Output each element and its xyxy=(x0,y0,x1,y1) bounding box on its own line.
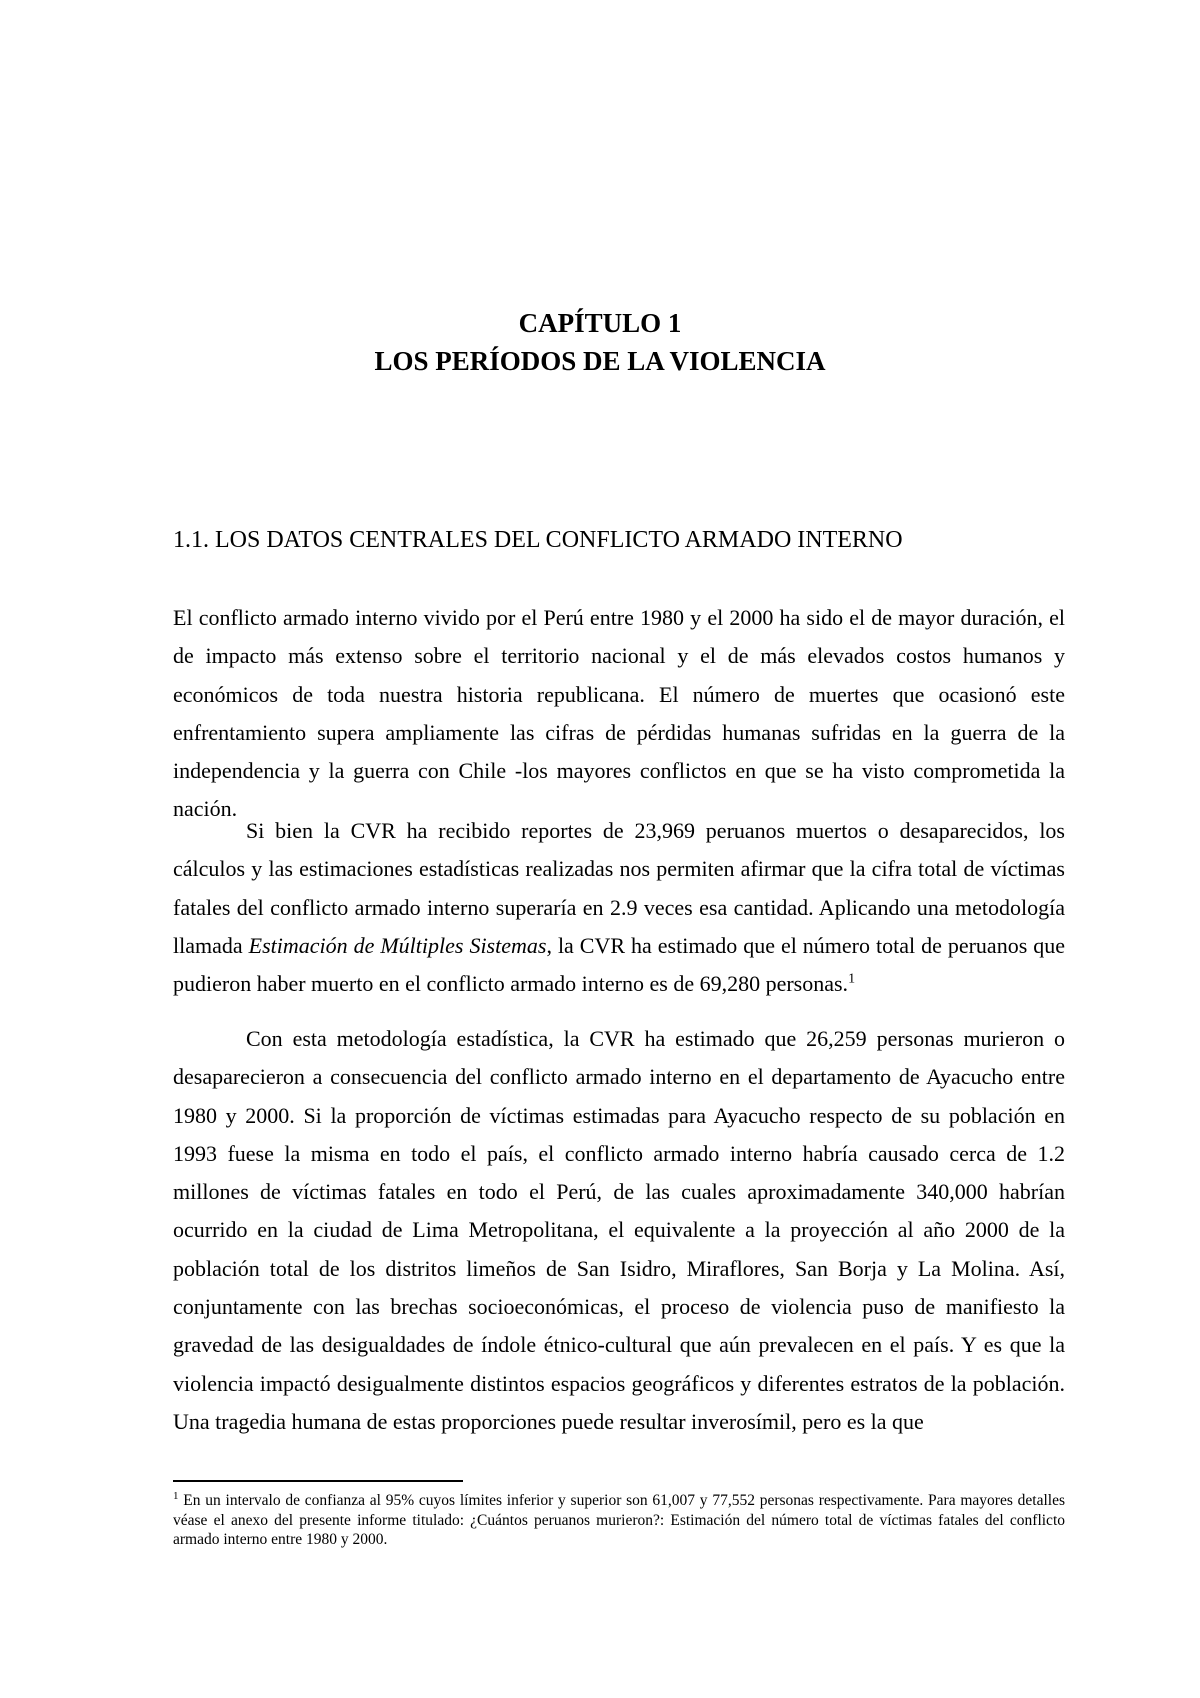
paragraph-2 xyxy=(173,812,1065,1003)
chapter-label: CAPÍTULO 1 xyxy=(518,308,682,338)
paragraph-2-text-start: Si bien la CVR ha recibido reportes de 23,969 peruanos muertos o desaparecidos, los cálculos y las estimaciones estadísticas realizadas nos permiten afirmar que la cifra total de víctimas fatales del conflicto armado interno superaría en 2.9 veces esa cantidad. Aplicando una metodología llamada xyxy=(173,818,1065,958)
paragraph-2-emphasis: Estimación de Múltiples Sistemas xyxy=(248,932,547,958)
section-heading: 1.1. LOS DATOS CENTRALES DEL CONFLICTO ARMADO INTERNO xyxy=(173,527,903,553)
footnote-separator xyxy=(173,1480,463,1482)
footnote xyxy=(173,1491,1065,1550)
paragraph-3: Con esta metodología estadística, la CVR ha estimado que 26,259 personas murieron o desaparecieron a consecuencia del conflicto armado interno en el departamento de Ayacucho entre 1980 y 2000. Si la proporción de víctimas estimadas para Ayacucho respecto de su población en 1993 fuese la misma en todo el país, el conflicto armado interno habría causado cerca de 1.2 millones de víctimas fatales en todo el Perú, de las cuales aproximadamente 340,000 habrían ocurrido en la ciudad de Lima Metropolitana, el equivalente a la proyección al año 2000 de la población total de los distritos limeños de San Isidro, Miraflores, San Borja y La Molina. Así, conjuntamente con las brechas socioeconómicas, el proceso de violencia puso de manifiesto la gravedad de las desigualdades de índole étnico-cultural que aún prevalecen en el país. Y es que la violencia impactó desigualmente distintos espacios geográficos y diferentes estratos de la población. Una tragedia humana de estas proporciones puede resultar inverosímil, pero es la que xyxy=(173,1026,1065,1434)
footnote-reference[interactable]: 1 xyxy=(848,971,856,987)
chapter-title: LOS PERÍODOS DE LA VIOLENCIA xyxy=(374,346,826,376)
footnote-text: En un intervalo de confianza al 95% cuyos límites inferior y superior son 61,007 y 77,552 personas respectivamente. Para mayores detalles véase el anexo del presente informe titulado: ¿Cuántos peruanos murieron?: Estimación del número total de víctimas fatales del conflicto armado interno entre 1980 y 2000. xyxy=(173,1492,1065,1548)
footnote-number: 1 xyxy=(173,1489,179,1502)
paragraph-2-text-end: , la CVR ha estimado que el número total de peruanos que pudieron haber muerto en el conflicto armado interno es de 69,280 personas. xyxy=(173,932,1066,997)
paragraph-1: El conflicto armado interno vivido por el Perú entre 1980 y el 2000 ha sido el de mayor duración, el de impacto más extenso sobre el territorio nacional y el de más elevados costos humanos y económicos de toda nuestra historia republicana. El número de muertes que ocasionó este enfrentamiento supera ampliamente las cifras de pérdidas humanas sufridas en la guerra de la independencia y la guerra con Chile -los mayores conflictos en que se ha visto comprometida la nación. xyxy=(173,605,1065,822)
